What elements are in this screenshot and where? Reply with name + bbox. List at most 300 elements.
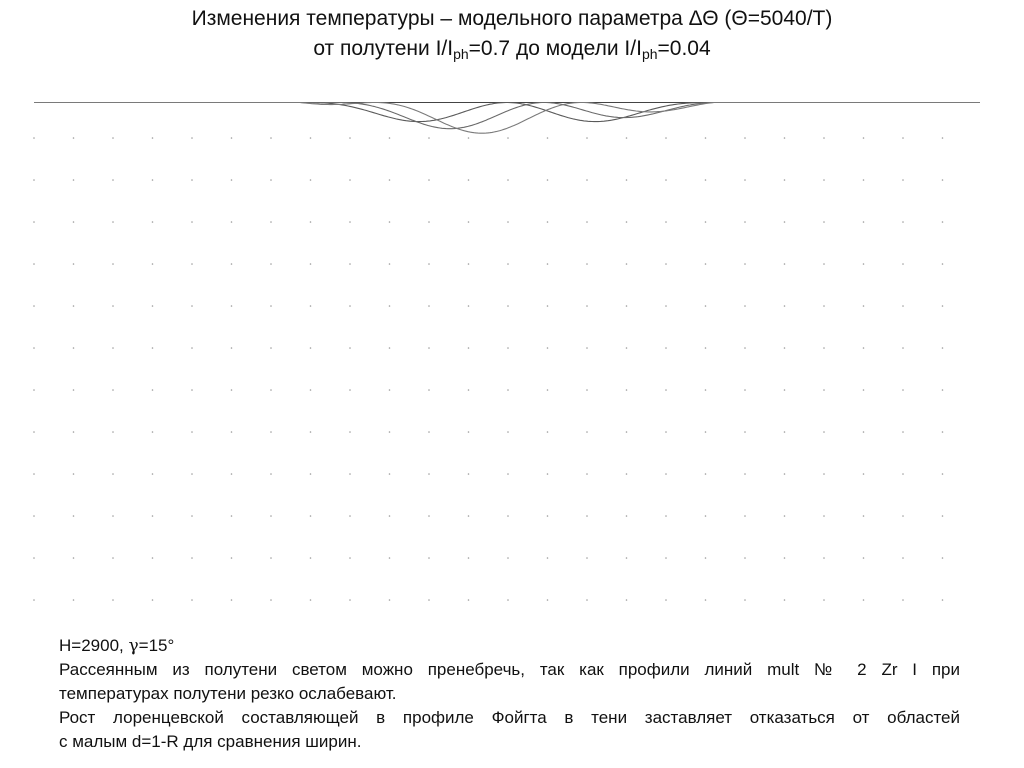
grid-dot bbox=[705, 431, 707, 433]
grid-dot bbox=[112, 347, 114, 349]
grid-dot bbox=[665, 431, 667, 433]
grid-dot bbox=[468, 389, 470, 391]
grid-dot bbox=[507, 389, 509, 391]
grid-dot bbox=[33, 473, 35, 475]
grid-dot bbox=[744, 221, 746, 223]
grid-dot bbox=[231, 305, 233, 307]
grid-dot bbox=[152, 389, 154, 391]
grid-dot bbox=[665, 473, 667, 475]
grid-dot bbox=[152, 179, 154, 181]
gamma-symbol: γ bbox=[128, 636, 139, 656]
grid-dot bbox=[547, 263, 549, 265]
grid-dot bbox=[349, 599, 351, 601]
grid-dot bbox=[231, 473, 233, 475]
grid-dot bbox=[626, 515, 628, 517]
grid-dot bbox=[428, 515, 430, 517]
grid-dot bbox=[784, 305, 786, 307]
grid-dot bbox=[902, 347, 904, 349]
grid-dot bbox=[270, 431, 272, 433]
grid-dot bbox=[626, 389, 628, 391]
grid-dot bbox=[389, 431, 391, 433]
grid-dot bbox=[73, 347, 75, 349]
title-line2-prefix: от полутени I/I bbox=[313, 37, 454, 60]
grid-dot bbox=[468, 179, 470, 181]
grid-dot bbox=[468, 431, 470, 433]
grid-dot bbox=[744, 515, 746, 517]
grid-dot bbox=[310, 179, 312, 181]
grid-dot bbox=[665, 221, 667, 223]
grid-dot bbox=[389, 305, 391, 307]
grid-dot bbox=[784, 347, 786, 349]
grid-dot bbox=[942, 515, 944, 517]
grid-dot bbox=[270, 179, 272, 181]
grid-dot bbox=[665, 557, 667, 559]
grid-dot bbox=[428, 473, 430, 475]
notes-line-2: Рассеянным из полутени светом можно пренебречь, так как профили линий mult № 2 Zr I при bbox=[59, 660, 960, 679]
grid-dot bbox=[863, 347, 865, 349]
grid-dot bbox=[823, 473, 825, 475]
grid-dot bbox=[112, 431, 114, 433]
grid-dot bbox=[33, 515, 35, 517]
grid-dot bbox=[863, 305, 865, 307]
grid-dot bbox=[784, 515, 786, 517]
grid-dot bbox=[33, 305, 35, 307]
grid-dot bbox=[112, 515, 114, 517]
grid-dot bbox=[586, 305, 588, 307]
grid-dot bbox=[626, 599, 628, 601]
grid-dot bbox=[902, 137, 904, 139]
grid-dot bbox=[310, 599, 312, 601]
grid-dot bbox=[507, 473, 509, 475]
grid-dot bbox=[902, 431, 904, 433]
grid-dot bbox=[586, 263, 588, 265]
chart-title-line-1: Изменения температуры – модельного параметра ΔΘ (Θ=5040/T) bbox=[191, 7, 833, 30]
grid-dot bbox=[191, 599, 193, 601]
grid-dot bbox=[823, 431, 825, 433]
grid-dot bbox=[507, 347, 509, 349]
grid-dot bbox=[507, 557, 509, 559]
grid-dot bbox=[310, 263, 312, 265]
grid-dot bbox=[349, 431, 351, 433]
grid-dot bbox=[744, 179, 746, 181]
grid-dot bbox=[626, 473, 628, 475]
grid-dot bbox=[33, 389, 35, 391]
grid-dot bbox=[902, 473, 904, 475]
grid-dot bbox=[349, 473, 351, 475]
grid-dot bbox=[863, 263, 865, 265]
grid-dot bbox=[270, 515, 272, 517]
grid-dot bbox=[231, 557, 233, 559]
grid-dot bbox=[428, 347, 430, 349]
grid-dot bbox=[112, 473, 114, 475]
grid-dot bbox=[231, 137, 233, 139]
grid-dot bbox=[349, 221, 351, 223]
grid-dot bbox=[705, 599, 707, 601]
grid-dot bbox=[73, 179, 75, 181]
grid-dot bbox=[626, 221, 628, 223]
grid-dot bbox=[152, 557, 154, 559]
grid-dot bbox=[468, 221, 470, 223]
grid-dot bbox=[152, 221, 154, 223]
grid-dot bbox=[626, 263, 628, 265]
grid-dot bbox=[152, 137, 154, 139]
title-subscript-ph-2: ph bbox=[641, 46, 658, 62]
grid-dot bbox=[389, 557, 391, 559]
grid-dot bbox=[665, 599, 667, 601]
grid-dot bbox=[547, 221, 549, 223]
grid-dot bbox=[863, 473, 865, 475]
grid-dot bbox=[507, 305, 509, 307]
grid-dot bbox=[389, 347, 391, 349]
grid-dot bbox=[349, 347, 351, 349]
grid-dot bbox=[310, 347, 312, 349]
grid-dot bbox=[823, 389, 825, 391]
notes-line-5: с малым d=1-R для сравнения ширин. bbox=[59, 732, 362, 751]
grid-dot bbox=[942, 347, 944, 349]
grid-dot bbox=[626, 137, 628, 139]
grid-dot bbox=[823, 263, 825, 265]
grid-dot bbox=[33, 347, 35, 349]
grid-dot bbox=[73, 305, 75, 307]
grid-dot bbox=[705, 305, 707, 307]
grid-dot bbox=[942, 263, 944, 265]
grid-dot bbox=[428, 263, 430, 265]
grid-dot bbox=[389, 389, 391, 391]
grid-dot bbox=[428, 179, 430, 181]
grid-dot bbox=[310, 305, 312, 307]
series-line-1 bbox=[34, 103, 980, 122]
grid-dot bbox=[744, 305, 746, 307]
grid-dot bbox=[428, 305, 430, 307]
grid-dot bbox=[468, 263, 470, 265]
grid-dot bbox=[547, 599, 549, 601]
grid-dot bbox=[507, 431, 509, 433]
grid-dot bbox=[191, 389, 193, 391]
grid-dot bbox=[784, 179, 786, 181]
grid-dot bbox=[705, 221, 707, 223]
grid-dot bbox=[468, 305, 470, 307]
grid-dot bbox=[942, 599, 944, 601]
grid-dot bbox=[942, 431, 944, 433]
grid-dot bbox=[705, 473, 707, 475]
grid-dot bbox=[784, 137, 786, 139]
notes-block bbox=[59, 634, 960, 754]
grid-dot bbox=[389, 473, 391, 475]
grid-dot bbox=[468, 347, 470, 349]
grid-dot bbox=[389, 515, 391, 517]
grid-dot bbox=[744, 473, 746, 475]
series-line-3 bbox=[34, 103, 980, 134]
grid-dot bbox=[942, 557, 944, 559]
grid-dot bbox=[270, 389, 272, 391]
grid-dot bbox=[507, 515, 509, 517]
grid-dot bbox=[349, 263, 351, 265]
grid-dot bbox=[665, 347, 667, 349]
grid-dot bbox=[270, 137, 272, 139]
grid-dot bbox=[270, 305, 272, 307]
grid-dot bbox=[152, 431, 154, 433]
grid-dot bbox=[73, 389, 75, 391]
grid-dot bbox=[191, 263, 193, 265]
grid-dot bbox=[468, 515, 470, 517]
grid-dot bbox=[270, 347, 272, 349]
grid-dot bbox=[428, 431, 430, 433]
grid-dot bbox=[902, 557, 904, 559]
grid-dot bbox=[586, 347, 588, 349]
grid-dot bbox=[310, 473, 312, 475]
grid-dot bbox=[231, 347, 233, 349]
grid-dot bbox=[823, 137, 825, 139]
grid-dot bbox=[389, 221, 391, 223]
grid-dot bbox=[428, 389, 430, 391]
grid-dot bbox=[823, 557, 825, 559]
grid-dot bbox=[152, 599, 154, 601]
notes-line-3: температурах полутени резко ослабевают. bbox=[59, 684, 397, 703]
grid-dot bbox=[665, 263, 667, 265]
grid-dot bbox=[231, 263, 233, 265]
grid-dot bbox=[942, 221, 944, 223]
grid-dot bbox=[428, 557, 430, 559]
title-line2-middle: =0.7 до модели I/I bbox=[468, 37, 642, 60]
grid-dot bbox=[705, 137, 707, 139]
grid-dot bbox=[626, 305, 628, 307]
grid-dot bbox=[784, 473, 786, 475]
grid-dot bbox=[73, 557, 75, 559]
grid-dot bbox=[33, 557, 35, 559]
grid-dot bbox=[33, 137, 35, 139]
grid-dot bbox=[784, 599, 786, 601]
grid-dot bbox=[744, 347, 746, 349]
grid-dot bbox=[152, 347, 154, 349]
grid-dot bbox=[310, 515, 312, 517]
grid-dot bbox=[626, 557, 628, 559]
grid-dot bbox=[744, 389, 746, 391]
grid-dot bbox=[152, 473, 154, 475]
grid-dot bbox=[231, 179, 233, 181]
grid-dot bbox=[626, 431, 628, 433]
grid-dot bbox=[705, 179, 707, 181]
grid-dot bbox=[507, 221, 509, 223]
series-group bbox=[34, 103, 980, 134]
grid-dot bbox=[784, 263, 786, 265]
param-h: H=2900, bbox=[59, 636, 129, 655]
grid-dot bbox=[349, 179, 351, 181]
grid-dot bbox=[231, 221, 233, 223]
grid-dot bbox=[586, 431, 588, 433]
grid-dot bbox=[191, 557, 193, 559]
grid-dot bbox=[270, 599, 272, 601]
series-line-2 bbox=[34, 103, 980, 129]
grid-dot bbox=[270, 263, 272, 265]
grid-dot bbox=[942, 137, 944, 139]
grid-dot bbox=[152, 263, 154, 265]
grid-dot bbox=[191, 137, 193, 139]
grid-dot bbox=[389, 179, 391, 181]
grid-dot bbox=[665, 137, 667, 139]
grid-dot bbox=[428, 599, 430, 601]
grid-dot bbox=[823, 305, 825, 307]
grid-dot bbox=[112, 557, 114, 559]
grid-dot bbox=[902, 389, 904, 391]
grid-dot bbox=[191, 347, 193, 349]
grid-dot bbox=[547, 137, 549, 139]
grid-dot bbox=[270, 557, 272, 559]
grid-dot bbox=[191, 515, 193, 517]
title-line2-suffix: =0.04 bbox=[657, 37, 711, 60]
grid-dot bbox=[705, 263, 707, 265]
grid-dot bbox=[73, 431, 75, 433]
grid-dot bbox=[507, 137, 509, 139]
grid-dot bbox=[547, 431, 549, 433]
notes-line-parameters bbox=[59, 634, 960, 658]
grid-dot bbox=[586, 557, 588, 559]
title-subscript-ph-1: ph bbox=[453, 46, 469, 62]
grid-dot bbox=[547, 305, 549, 307]
grid-dot bbox=[586, 515, 588, 517]
grid-dot bbox=[191, 179, 193, 181]
grid-dot bbox=[33, 263, 35, 265]
grid-dot bbox=[902, 515, 904, 517]
grid-dot bbox=[468, 473, 470, 475]
grid-dot bbox=[73, 473, 75, 475]
grid-dot bbox=[942, 179, 944, 181]
grid-dot bbox=[191, 431, 193, 433]
grid-dot bbox=[389, 599, 391, 601]
grid-dot bbox=[863, 137, 865, 139]
grid-dot bbox=[823, 221, 825, 223]
grid-dot bbox=[823, 599, 825, 601]
grid-dot bbox=[586, 389, 588, 391]
grid-dot bbox=[310, 137, 312, 139]
grid-dot bbox=[112, 137, 114, 139]
grid-dot bbox=[902, 179, 904, 181]
grid-dot bbox=[112, 305, 114, 307]
grid-dot bbox=[665, 389, 667, 391]
grid-dot bbox=[191, 221, 193, 223]
grid-dot bbox=[191, 305, 193, 307]
grid-dot bbox=[744, 557, 746, 559]
grid-dot bbox=[586, 221, 588, 223]
grid-dot bbox=[902, 599, 904, 601]
grid-dot bbox=[73, 515, 75, 517]
grid-dot bbox=[73, 599, 75, 601]
grid-dot bbox=[902, 221, 904, 223]
grid-dot bbox=[863, 599, 865, 601]
grid-dot bbox=[547, 347, 549, 349]
grid-dot bbox=[744, 263, 746, 265]
grid-dot bbox=[784, 557, 786, 559]
grid-dot bbox=[863, 179, 865, 181]
grid-dot bbox=[784, 389, 786, 391]
grid-dot bbox=[73, 221, 75, 223]
grid-dot bbox=[112, 179, 114, 181]
grid-dot bbox=[902, 263, 904, 265]
grid-dot bbox=[586, 599, 588, 601]
grid-dot bbox=[507, 179, 509, 181]
grid-dot bbox=[863, 389, 865, 391]
grid-dot bbox=[73, 137, 75, 139]
grid-dot bbox=[507, 263, 509, 265]
grid-dot bbox=[112, 263, 114, 265]
grid-dot bbox=[270, 473, 272, 475]
grid-dot bbox=[586, 137, 588, 139]
grid-dot bbox=[586, 473, 588, 475]
grid-dot bbox=[112, 599, 114, 601]
grid-dot bbox=[626, 179, 628, 181]
grid-dot bbox=[33, 179, 35, 181]
grid-dot bbox=[823, 347, 825, 349]
grid-dot bbox=[823, 515, 825, 517]
grid-dot bbox=[863, 221, 865, 223]
grid-dot bbox=[586, 179, 588, 181]
grid-dot bbox=[705, 389, 707, 391]
grid-dot bbox=[547, 557, 549, 559]
grid-dot bbox=[231, 515, 233, 517]
grid-dot bbox=[863, 515, 865, 517]
grid-dot bbox=[547, 389, 549, 391]
grid-dot bbox=[942, 473, 944, 475]
grid-dot bbox=[112, 221, 114, 223]
grid-dot bbox=[349, 137, 351, 139]
grid-dot bbox=[744, 137, 746, 139]
grid-dot bbox=[468, 557, 470, 559]
grid-dot bbox=[231, 431, 233, 433]
dotted-grid bbox=[33, 137, 943, 601]
grid-dot bbox=[349, 515, 351, 517]
grid-dot bbox=[744, 599, 746, 601]
grid-dot bbox=[231, 389, 233, 391]
grid-dot bbox=[349, 557, 351, 559]
grid-dot bbox=[270, 221, 272, 223]
grid-dot bbox=[784, 431, 786, 433]
grid-dot bbox=[33, 221, 35, 223]
grid-dot bbox=[468, 599, 470, 601]
grid-dot bbox=[507, 599, 509, 601]
grid-dot bbox=[349, 305, 351, 307]
grid-dot bbox=[863, 557, 865, 559]
grid-dot bbox=[942, 305, 944, 307]
grid-dot bbox=[152, 305, 154, 307]
grid-dot bbox=[112, 389, 114, 391]
grid-dot bbox=[428, 137, 430, 139]
grid-dot bbox=[389, 263, 391, 265]
grid-dot bbox=[823, 179, 825, 181]
param-gamma-value: =15° bbox=[138, 636, 175, 655]
grid-dot bbox=[73, 263, 75, 265]
grid-dot bbox=[310, 221, 312, 223]
grid-dot bbox=[665, 515, 667, 517]
grid-dot bbox=[665, 305, 667, 307]
grid-dot bbox=[784, 221, 786, 223]
grid-dot bbox=[428, 221, 430, 223]
grid-dot bbox=[310, 557, 312, 559]
grid-dot bbox=[349, 389, 351, 391]
grid-dot bbox=[547, 473, 549, 475]
grid-dot bbox=[705, 347, 707, 349]
grid-dot bbox=[902, 305, 904, 307]
grid-dot bbox=[310, 389, 312, 391]
grid-dot bbox=[231, 599, 233, 601]
grid-dot bbox=[547, 179, 549, 181]
grid-dot bbox=[33, 431, 35, 433]
grid-dot bbox=[468, 137, 470, 139]
grid-dot bbox=[191, 473, 193, 475]
grid-dot bbox=[626, 347, 628, 349]
grid-dot bbox=[310, 431, 312, 433]
grid-dot bbox=[152, 515, 154, 517]
grid-dot bbox=[389, 137, 391, 139]
grid-dot bbox=[33, 599, 35, 601]
